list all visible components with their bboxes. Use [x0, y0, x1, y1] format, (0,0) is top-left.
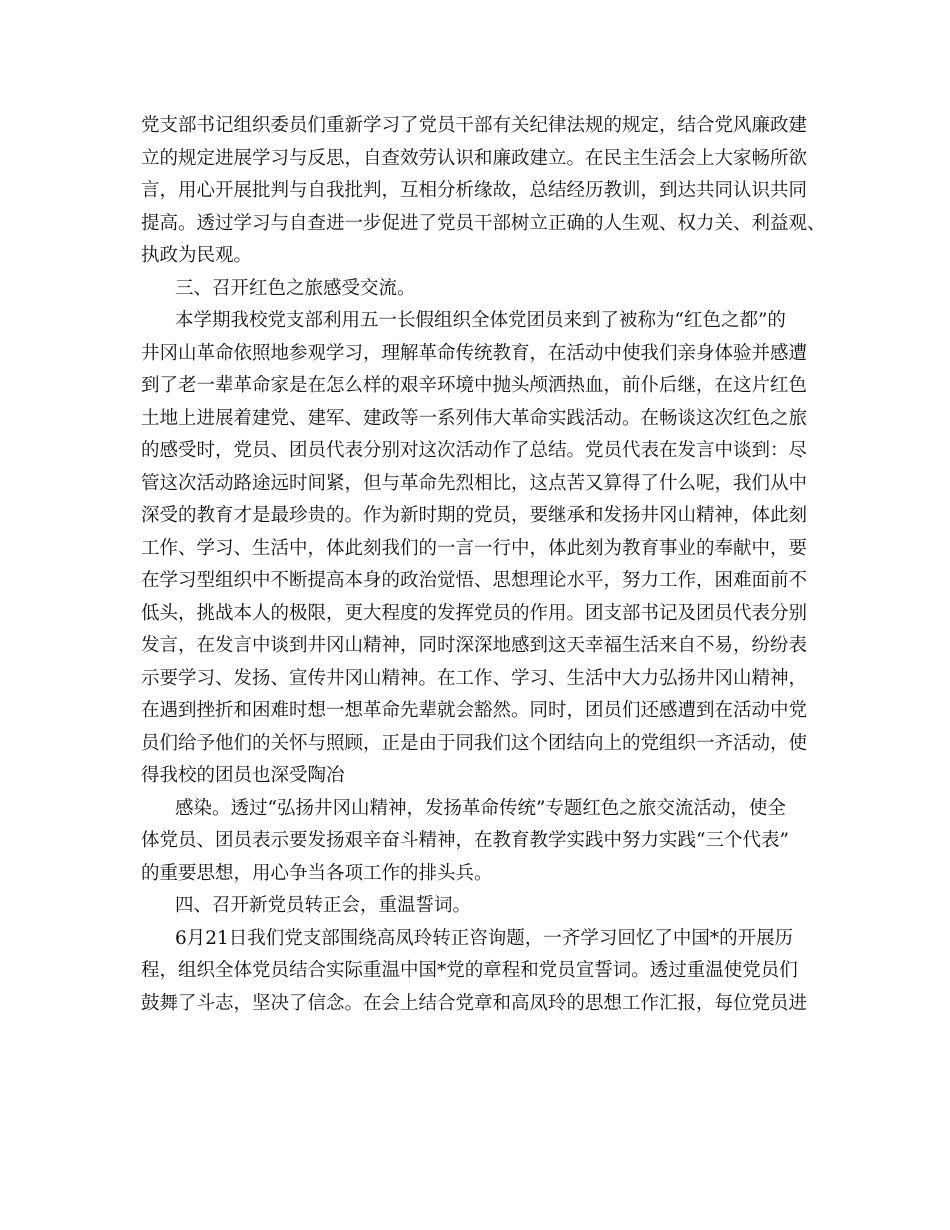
- paragraph-line: 员们给予他们的关怀与照顾，正是由于同我们这个团结向上的党组织一齐活动，使: [141, 732, 808, 754]
- paragraph-line: 得我校的团员也深受陶冶: [141, 765, 345, 786]
- paragraph-line: 执政为民观。: [141, 245, 253, 266]
- paragraph-line: 管这次活动路途远时间紧，但与革命先烈相比，这点苦又算得了什么呢，我们从中: [141, 472, 808, 494]
- paragraph-line: 言，用心开展批判与自我批判，互相分析缘故，总结经历教训，到达共同认识共同: [141, 180, 808, 201]
- paragraph-line: 土地上进展着建党、建军、建政等一系列伟大革命实践活动。在畅谈这次红色之旅: [141, 407, 808, 429]
- paragraph-line: 到了老一辈革命家是在怎么样的艰辛环境中抛头颅洒热血，前仆后继，在这片红色: [141, 375, 808, 396]
- paragraph-line: 示要学习、发扬、宣传井冈山精神。在工作、学习、生活中大力弘扬井冈山精神，: [141, 667, 808, 689]
- paragraph-line: 低头，挑战本人的极限，更大程度的发挥党员的作用。团支部书记及团员代表分别: [141, 602, 808, 624]
- section-heading: 三、召开红色之旅感受交流。: [175, 277, 416, 299]
- paragraph-line: 的重要思想，用心争当各项工作的排头兵。: [141, 862, 493, 884]
- paragraph-line: 程，组织全体党员结合实际重温中国*党的章程和党员宣誓词。透过重温使党员们: [141, 960, 798, 981]
- paragraph-line: 井冈山革命依照地参观学习，理解革命传统教育，在活动中使我们亲身体验并感遭: [141, 342, 808, 364]
- section-heading: 四、召开新党员转正会，重温誓词。: [175, 895, 472, 916]
- paragraph-line: 体党员、团员表示要发扬艰辛奋斗精神，在教育教学实践中努力实践“三个代表”: [141, 830, 789, 851]
- paragraph-line: 工作、学习、生活中，体此刻我们的一言一行中，体此刻为教育事业的奉献中，要: [141, 537, 808, 559]
- paragraph-line: 立的规定进展学习与反思，自查效劳认识和廉政建立。在民主生活会上大家畅所欲: [141, 147, 808, 169]
- paragraph-line: 在学习型组织中不断提高本身的政治觉悟、思想理论水平，努力工作，困难面前不: [141, 570, 808, 591]
- paragraph-line: 感染。透过“弘扬井冈山精神，发扬革命传统”专题红色之旅交流活动，使全: [175, 797, 786, 819]
- paragraph-line: 6月21日我们党支部围绕高凤玲转正咨询题，一齐学习回忆了中国*的开展历: [175, 927, 794, 949]
- paragraph-line: 发言，在发言中谈到井冈山精神，同时深深地感到这天幸福生活来自不易，纷纷表: [141, 635, 808, 656]
- paragraph-line: 鼓舞了斗志，坚决了信念。在会上结合党章和高凤玲的思想工作汇报，每位党员进: [141, 992, 808, 1014]
- paragraph-line: 深受的教育才是最珍贵的。作为新时期的党员，要继承和发扬井冈山精神，体此刻: [141, 505, 808, 526]
- paragraph-line: 在遇到挫折和困难时想一想革命先辈就会豁然。同时，团员们还感遭到在活动中党: [141, 700, 808, 721]
- document-body: [141, 110, 831, 1020]
- paragraph-line: 本学期我校党支部利用五一长假组织全体党团员来到了被称为“红色之都”的: [175, 310, 786, 331]
- paragraph-line: 党支部书记组织委员们重新学习了党员干部有关纪律法规的规定，结合党风廉政建: [141, 115, 808, 136]
- paragraph-line: 提高。透过学习与自查进一步促进了党员干部树立正确的人生观、权力关、利益观、: [141, 212, 826, 234]
- paragraph-line: 的感受时，党员、团员代表分别对这次活动作了总结。党员代表在发言中谈到：尽: [141, 440, 808, 461]
